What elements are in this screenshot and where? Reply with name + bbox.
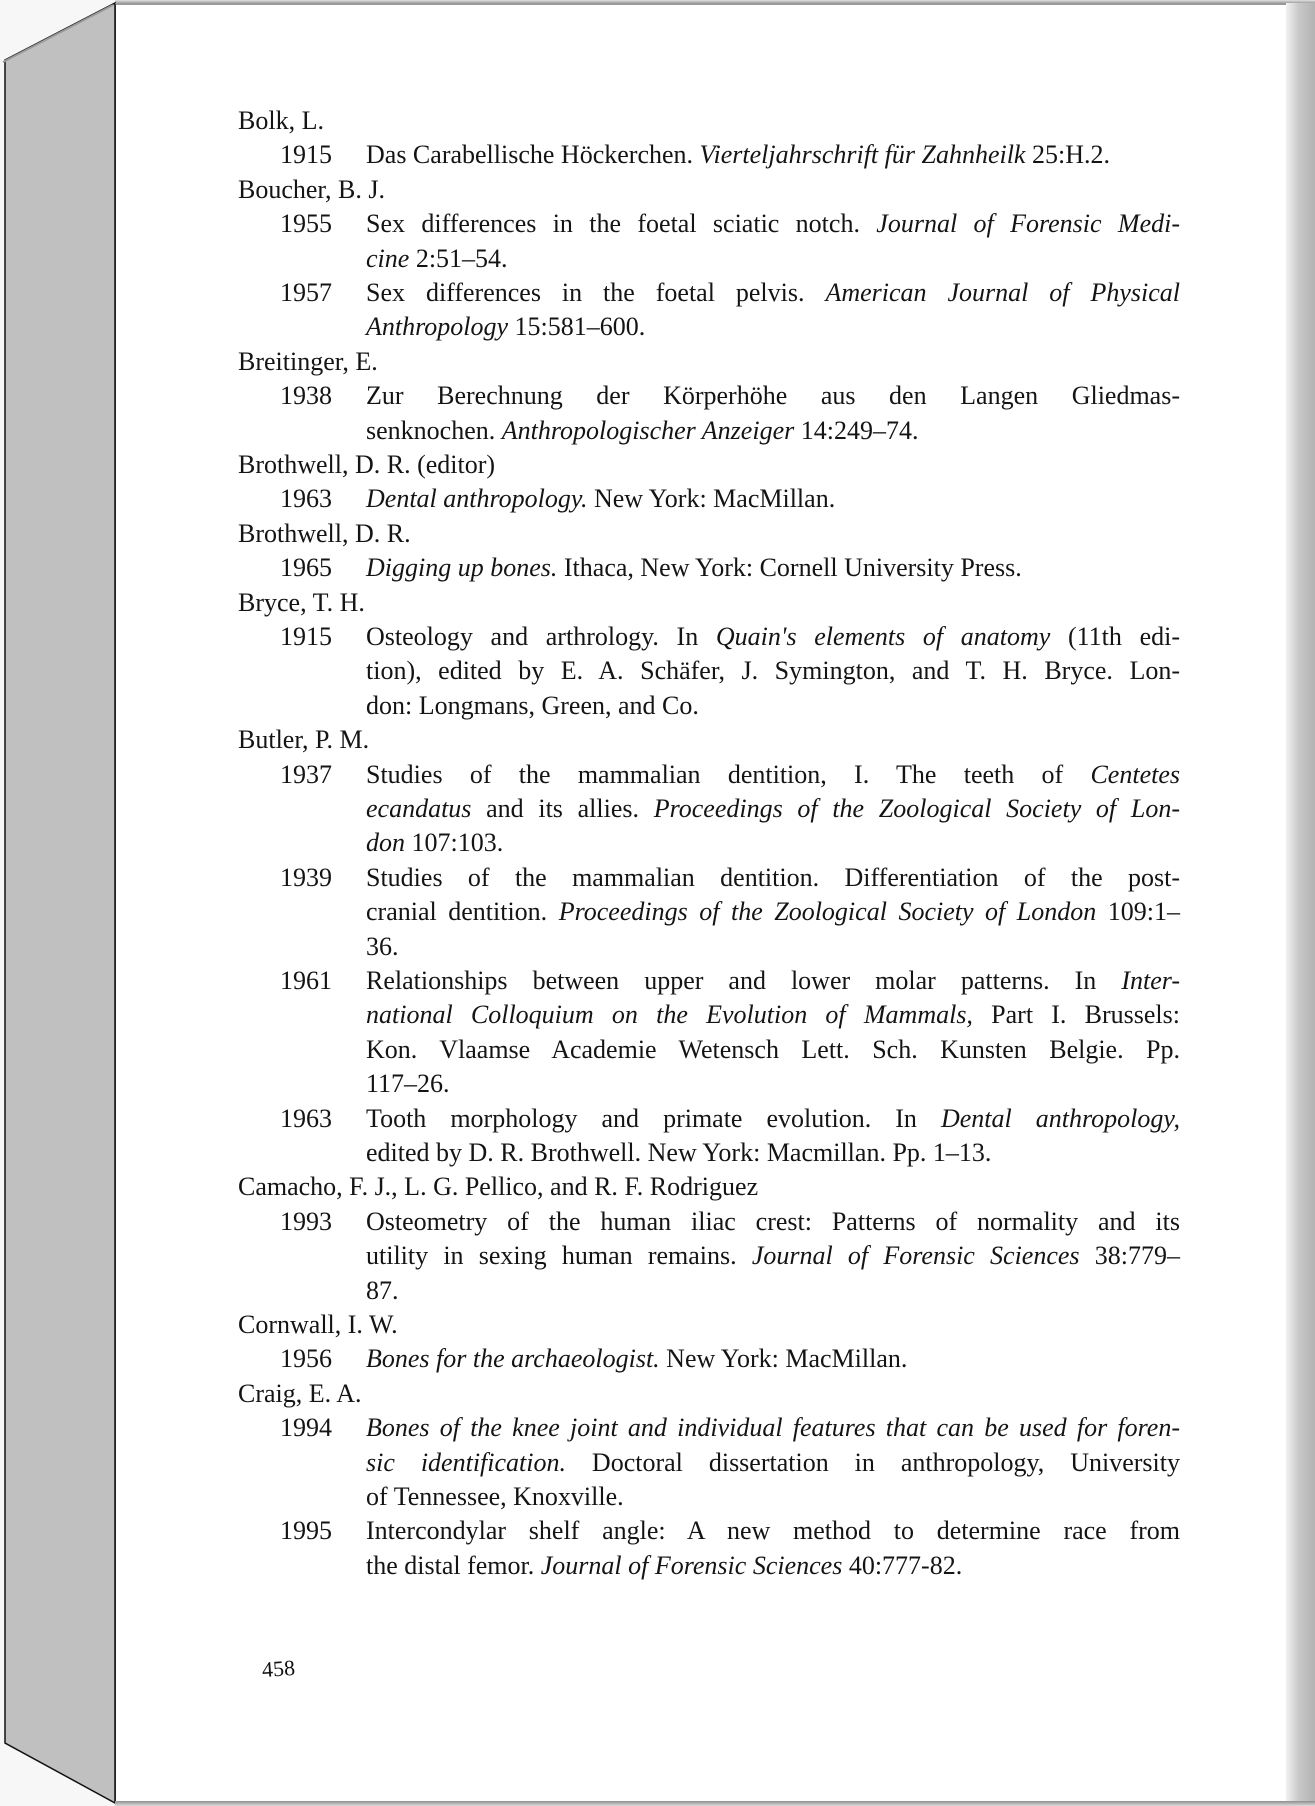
italic-title: Quain's elements of anatomy [715,622,1051,651]
reference-text-line [366,1239,1180,1273]
reference-text: 36. [366,931,399,961]
reference-author: Boucher, B. J. [238,174,385,204]
reference-text-line [366,379,1180,413]
reference-year: 1961 [280,966,332,995]
reference-text: 38:779– [1079,1241,1180,1271]
reference-text: Ithaca, New York: Cornell University Press. [557,553,1022,583]
reference-text: Osteology and arthrology. In [366,622,716,651]
italic-title: Journal of Forensic Sciences [540,1550,843,1580]
reference-text: Zur Berechnung der Körperhöhe aus den Langen Gliedmas- [366,381,1180,411]
reference-text: 107:103. [405,828,504,858]
reference-text-line [366,276,1180,310]
italic-title: Bones of the knee joint and individual features that can be used for foren- [366,1413,1180,1443]
reference-text-line [366,930,1180,964]
reference-text: edited by D. R. Brothwell. New York: Macmillan. Pp. 1–13. [366,1138,992,1167]
reference-text: tion), edited by E. A. Schäfer, J. Symington, and T. H. Bryce. Lon- [366,656,1180,686]
reference-text: and its allies. [471,794,654,823]
italic-title: don [366,828,405,858]
page-number: 458 [261,1654,296,1683]
reference-author: Brothwell, D. R. (editor) [238,450,496,479]
reference-year: 1963 [280,1103,332,1133]
reference-year: 1963 [280,484,332,514]
reference-text-line [366,1446,1180,1480]
reference-text-line [366,826,1180,860]
italic-title: cine [366,243,410,273]
reference-text: 25:H.2. [1025,140,1110,170]
italic-title: Journal of Forensic Sciences [751,1241,1080,1271]
italic-title: Vierteljahrschrift für Zahnheilk [699,140,1026,170]
reference-text: Part I. Brussels: [972,1000,1180,1030]
reference-text: Kon. Vlaamse Academie Wetensch Lett. Sch. Kunsten Belgie. Pp. [366,1034,1180,1064]
italic-title: Bones for the archaeologist. [366,1344,660,1374]
reference-text: 15:581–600. [508,312,646,342]
reference-text-line [366,792,1180,826]
reference-text-line [366,998,1180,1032]
reference-year: 1915 [280,140,332,170]
italic-title: Digging up bones. [366,553,558,583]
reference-author: Breitinger, E. [238,346,378,376]
italic-title: sic identification. [366,1447,566,1477]
italic-title: Inter- [1121,966,1180,995]
reference-author: Bryce, T. H. [238,587,365,617]
italic-title: Dental anthropology. [366,484,588,514]
reference-text-line [366,758,1180,792]
reference-text: 87. [366,1275,399,1305]
reference-text-line [366,1033,1180,1067]
reference-text-line [366,1102,1180,1136]
reference-text: the distal femor. [366,1550,541,1580]
reference-text-line [366,1342,1180,1376]
reference-text: 14:249–74. [794,415,919,445]
reference-author: Brothwell, D. R. [238,518,411,548]
reference-text-line [366,1514,1180,1548]
reference-year: 1915 [280,622,332,651]
reference-text: Tooth morphology and primate evolution. In [366,1103,941,1133]
reference-year: 1994 [280,1413,332,1443]
reference-text-line [366,689,1180,723]
italic-title: Proceedings of the Zoological Society of Lon- [653,794,1180,823]
reference-text-line [366,1549,1180,1583]
reference-text-line [366,414,1180,448]
reference-text: (11th edi- [1050,622,1180,651]
reference-year: 1965 [280,553,332,583]
reference-text-line [366,620,1180,654]
reference-text: Sex differences in the foetal sciatic notch. [366,209,877,239]
reference-text-line [366,1205,1180,1239]
reference-text: New York: MacMillan. [659,1344,908,1374]
reference-text: Studies of the mammalian dentition, I. The teeth of [366,759,1091,789]
reference-text-line [366,1067,1180,1101]
reference-text: Sex differences in the foetal pelvis. [366,278,826,307]
reference-text: 109:1– [1096,897,1180,927]
italic-title: American Journal of Physical [825,278,1180,307]
reference-year: 1955 [280,209,332,239]
reference-text-line [366,551,1180,585]
reference-year: 1956 [280,1344,332,1374]
reference-author: Cornwall, I. W. [238,1310,398,1339]
reference-author: Butler, P. M. [238,725,370,755]
italic-title: Centetes [1090,759,1180,789]
reference-text-line [366,207,1180,241]
reference-year: 1939 [280,862,332,892]
reference-text-line [366,964,1180,998]
reference-text: of Tennessee, Knoxville. [366,1482,624,1511]
italic-title: Anthropologischer Anzeiger [501,415,795,445]
reference-text: Doctoral dissertation in anthropology, University [565,1447,1180,1477]
italic-title: Journal of Forensic Medi- [876,209,1180,239]
reference-year: 1993 [280,1206,332,1236]
italic-title: ecandatus [366,794,472,823]
reference-text-line [366,1480,1180,1514]
reference-text: Relationships between upper and lower molar patterns. In [366,966,1122,995]
reference-year: 1938 [280,381,332,411]
reference-text-line [366,482,1180,516]
reference-text: don: Longmans, Green, and Co. [366,690,699,720]
reference-text: cranial dentition. [366,897,559,927]
reference-text: Das Carabellische Höckerchen. [366,140,700,170]
reference-text-line [366,861,1180,895]
italic-title: Proceedings of the Zoological Society of London [558,897,1097,927]
reference-text: Studies of the mammalian dentition. Differentiation of the post- [366,862,1180,892]
reference-text-line [366,242,1180,276]
italic-title: Anthropology [366,312,509,342]
italic-title: Dental anthropology, [940,1103,1180,1133]
reference-text-line [366,1411,1180,1445]
reference-text: 117–26. [366,1069,450,1099]
reference-year: 1957 [280,278,332,307]
reference-year: 1937 [280,759,332,789]
italic-title: national Colloquium on the Evolution of Mammals, [366,1000,973,1030]
reference-text-line [366,895,1180,929]
reference-text: Osteometry of the human iliac crest: Patterns of normality and its [366,1206,1180,1236]
reference-text: senknochen. [366,415,502,445]
reference-text: Intercondylar shelf angle: A new method to determine race from [366,1516,1180,1546]
reference-year: 1995 [280,1516,332,1546]
reference-text-line [366,1136,1180,1170]
reference-text: utility in sexing human remains. [366,1241,752,1271]
reference-text: 40:777-82. [842,1550,963,1580]
reference-text: 2:51–54. [409,243,508,273]
reference-text-line [366,654,1180,688]
reference-text: New York: MacMillan. [587,484,836,514]
reference-author: Camacho, F. J., L. G. Pellico, and R. F. Rodriguez [238,1172,759,1202]
reference-text-line [366,138,1180,172]
reference-author: Bolk, L. [238,106,324,135]
reference-text-line [366,1274,1180,1308]
reference-text-line [366,310,1180,344]
reference-author: Craig, E. A. [238,1378,362,1408]
